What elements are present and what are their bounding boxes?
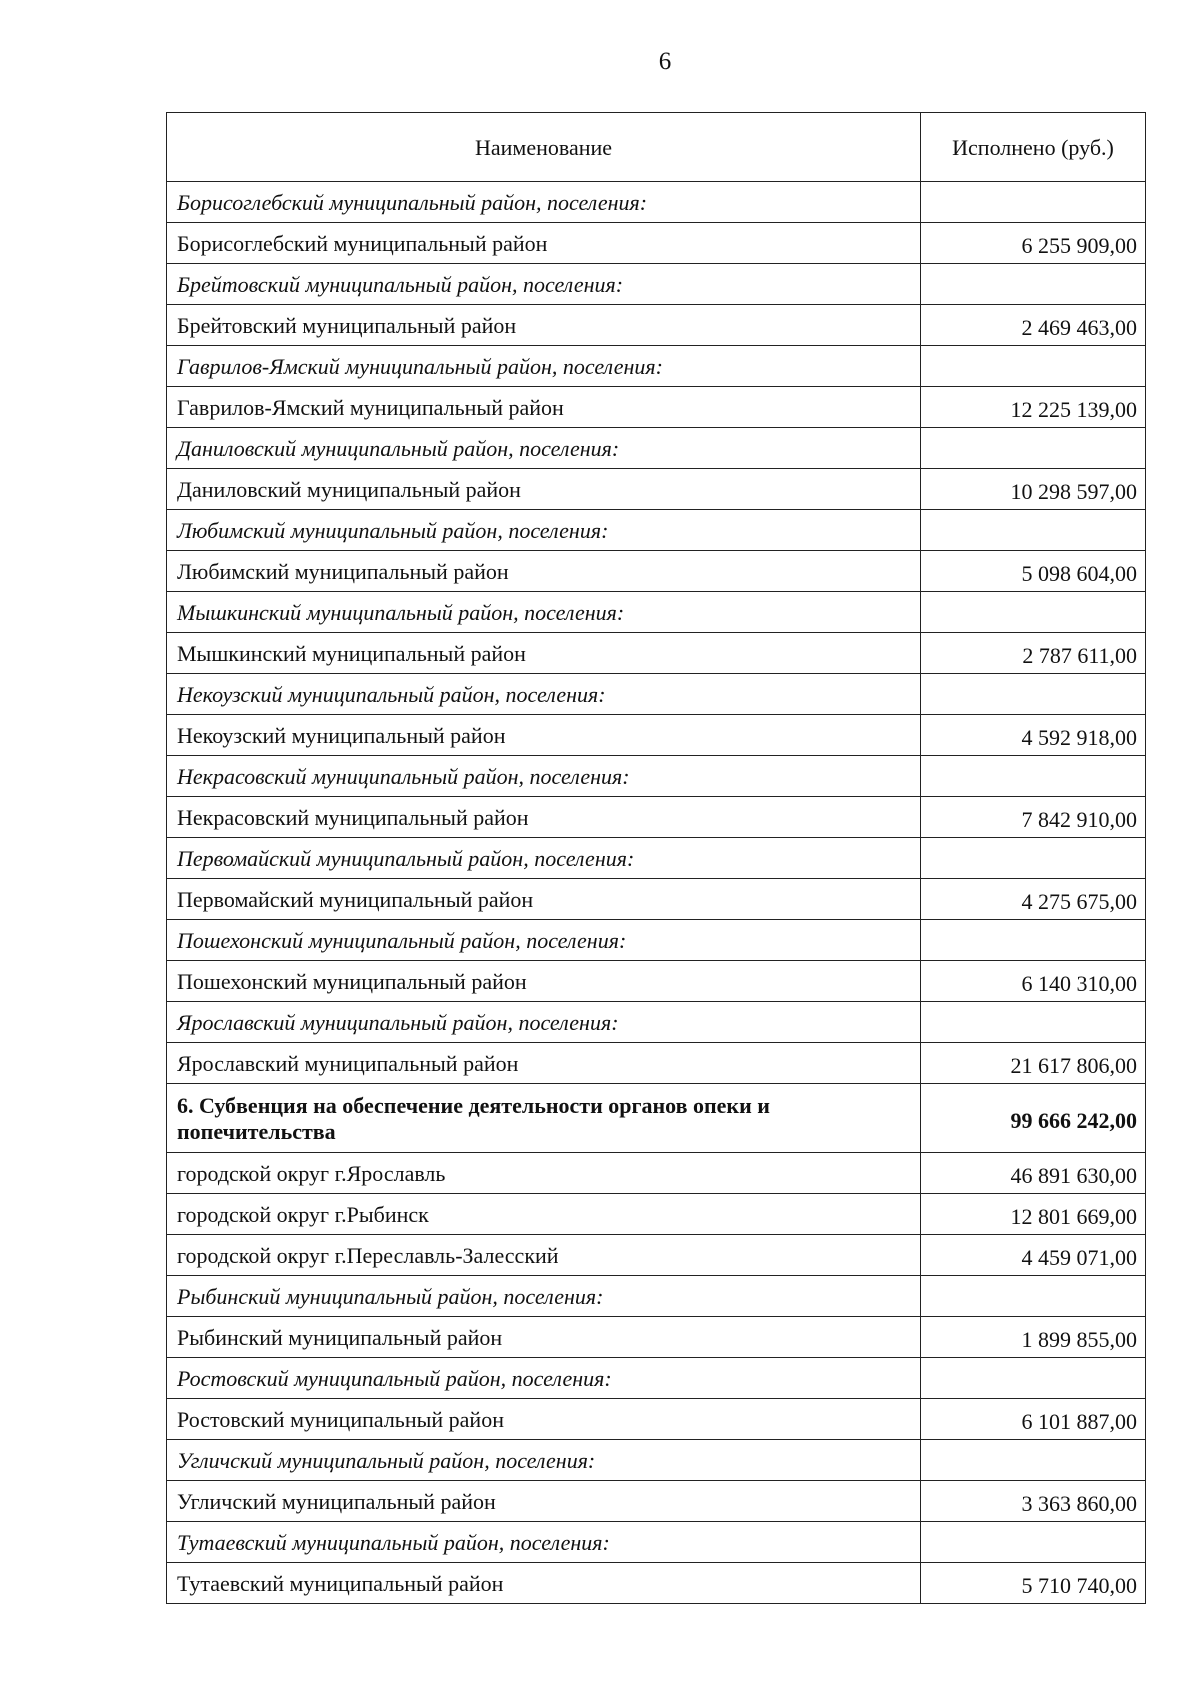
row-value: 10 298 597,00: [921, 469, 1146, 510]
table-row-subheading: [167, 1358, 1146, 1399]
row-name: Тутаевский муниципальный район: [167, 1563, 921, 1604]
table-row-subheading: [167, 1276, 1146, 1317]
table-row-subheading: [167, 346, 1146, 387]
row-value: [921, 428, 1146, 469]
row-value: 4 275 675,00: [921, 879, 1146, 920]
table-row-subheading: [167, 1440, 1146, 1481]
table-row-subheading: [167, 264, 1146, 305]
row-value: 2 469 463,00: [921, 305, 1146, 346]
row-value: 46 891 630,00: [921, 1153, 1146, 1194]
table-row-subheading: [167, 1002, 1146, 1043]
row-value: [921, 674, 1146, 715]
row-name: Гаврилов-Ямский муниципальный район: [167, 387, 921, 428]
row-name: Брейтовский муниципальный район, поселения:: [167, 264, 921, 305]
row-name: Тутаевский муниципальный район, поселения:: [167, 1522, 921, 1563]
table-header-row: [167, 113, 1146, 182]
table-row: [167, 1481, 1146, 1522]
table-row-section: [167, 1084, 1146, 1153]
row-name: Некрасовский муниципальный район: [167, 797, 921, 838]
table-row: [167, 633, 1146, 674]
table-row-subheading: [167, 510, 1146, 551]
row-name: городской округ г.Рыбинск: [167, 1194, 921, 1235]
row-name: Пошехонский муниципальный район: [167, 961, 921, 1002]
table-row: [167, 1194, 1146, 1235]
row-name: Первомайский муниципальный район, поселения:: [167, 838, 921, 879]
table-row: [167, 715, 1146, 756]
row-value: 3 363 860,00: [921, 1481, 1146, 1522]
table-row: [167, 387, 1146, 428]
row-value: [921, 1002, 1146, 1043]
row-name: Некоузский муниципальный район, поселения:: [167, 674, 921, 715]
row-name: Ярославский муниципальный район, поселения:: [167, 1002, 921, 1043]
row-value: 12 801 669,00: [921, 1194, 1146, 1235]
row-value: 21 617 806,00: [921, 1043, 1146, 1084]
row-value: 2 787 611,00: [921, 633, 1146, 674]
row-value: 6 255 909,00: [921, 223, 1146, 264]
page-number: 6: [658, 48, 672, 75]
row-value: [921, 1440, 1146, 1481]
row-value: [921, 920, 1146, 961]
row-value: 5 098 604,00: [921, 551, 1146, 592]
row-value: [921, 756, 1146, 797]
table-row: [167, 961, 1146, 1002]
table-row-subheading: [167, 838, 1146, 879]
row-value: [921, 838, 1146, 879]
row-value: [921, 264, 1146, 305]
table-row: [167, 1563, 1146, 1604]
row-name: городской округ г.Переславль-Залесский: [167, 1235, 921, 1276]
table-row-subheading: [167, 920, 1146, 961]
row-value: 5 710 740,00: [921, 1563, 1146, 1604]
row-name: Мышкинский муниципальный район, поселения:: [167, 592, 921, 633]
table-row: [167, 1235, 1146, 1276]
row-name: Некоузский муниципальный район: [167, 715, 921, 756]
row-name: Ростовский муниципальный район: [167, 1399, 921, 1440]
row-name: Борисоглебский муниципальный район, поселения:: [167, 182, 921, 223]
row-value: [921, 592, 1146, 633]
row-name: Ростовский муниципальный район, поселения:: [167, 1358, 921, 1399]
table-body: [167, 182, 1146, 1604]
table-row: [167, 1153, 1146, 1194]
row-value: 7 842 910,00: [921, 797, 1146, 838]
row-value: 4 459 071,00: [921, 1235, 1146, 1276]
table-row-subheading: [167, 1522, 1146, 1563]
row-name: Угличский муниципальный район, поселения:: [167, 1440, 921, 1481]
row-name: Любимский муниципальный район: [167, 551, 921, 592]
row-name: 6. Субвенция на обеспечение деятельности органов опеки и попечительства: [167, 1084, 921, 1153]
row-name: Рыбинский муниципальный район, поселения:: [167, 1276, 921, 1317]
row-name: Пошехонский муниципальный район, поселения:: [167, 920, 921, 961]
table-row: [167, 469, 1146, 510]
row-name: Борисоглебский муниципальный район: [167, 223, 921, 264]
table-row-subheading: [167, 674, 1146, 715]
row-value: [921, 1358, 1146, 1399]
row-value: 6 140 310,00: [921, 961, 1146, 1002]
table-row-subheading: [167, 182, 1146, 223]
row-name: Любимский муниципальный район, поселения:: [167, 510, 921, 551]
table-row-subheading: [167, 428, 1146, 469]
row-name: Некрасовский муниципальный район, поселения:: [167, 756, 921, 797]
table-row: [167, 1043, 1146, 1084]
table-row: [167, 797, 1146, 838]
row-value: [921, 510, 1146, 551]
table-row-subheading: [167, 592, 1146, 633]
row-value: 1 899 855,00: [921, 1317, 1146, 1358]
row-value: 12 225 139,00: [921, 387, 1146, 428]
row-value: 4 592 918,00: [921, 715, 1146, 756]
row-value: 99 666 242,00: [921, 1084, 1146, 1153]
table-row: [167, 1317, 1146, 1358]
table-row: [167, 305, 1146, 346]
table-row: [167, 879, 1146, 920]
row-value: [921, 1522, 1146, 1563]
row-value: [921, 1276, 1146, 1317]
row-value: [921, 182, 1146, 223]
table-row: [167, 1399, 1146, 1440]
row-name: Ярославский муниципальный район: [167, 1043, 921, 1084]
budget-execution-table: [166, 112, 1146, 1604]
header-executed: Исполнено (руб.): [921, 113, 1146, 182]
row-name: Даниловский муниципальный район, поселения:: [167, 428, 921, 469]
table-row-subheading: [167, 756, 1146, 797]
row-name: Даниловский муниципальный район: [167, 469, 921, 510]
row-name: Рыбинский муниципальный район: [167, 1317, 921, 1358]
row-name: Гаврилов-Ямский муниципальный район, поселения:: [167, 346, 921, 387]
row-name: Мышкинский муниципальный район: [167, 633, 921, 674]
header-name: Наименование: [167, 113, 921, 182]
row-name: Угличский муниципальный район: [167, 1481, 921, 1522]
table-row: [167, 223, 1146, 264]
table-row: [167, 551, 1146, 592]
row-value: [921, 346, 1146, 387]
row-name: Первомайский муниципальный район: [167, 879, 921, 920]
row-name: городской округ г.Ярославль: [167, 1153, 921, 1194]
row-value: 6 101 887,00: [921, 1399, 1146, 1440]
row-name: Брейтовский муниципальный район: [167, 305, 921, 346]
